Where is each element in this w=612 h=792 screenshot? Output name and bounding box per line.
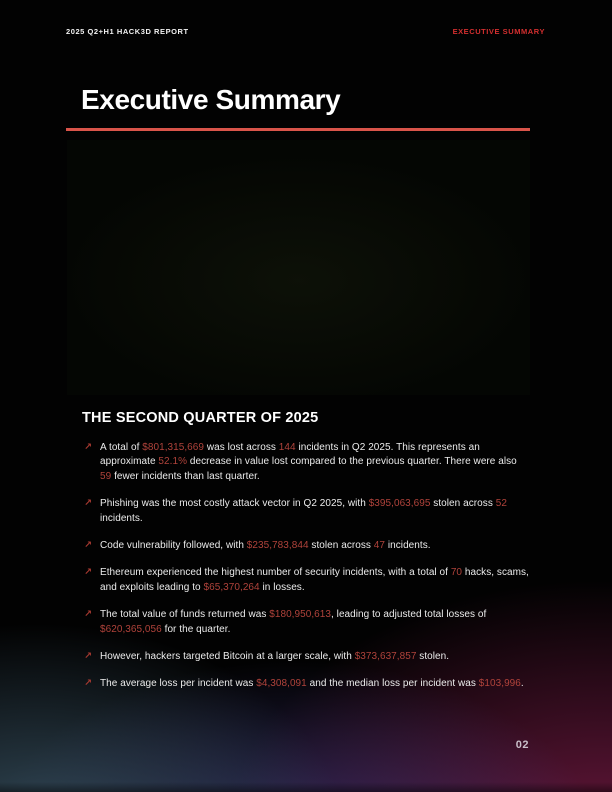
highlighted-value: $65,370,264 <box>203 581 260 593</box>
highlighted-value: 52 <box>495 498 507 510</box>
bullet-text: The total value of funds returned was $180,950,613, leading to adjusted total losses of $620,365,056 for the quarter. <box>100 609 487 635</box>
title-underline-rule <box>66 128 530 131</box>
hero-image <box>67 140 530 395</box>
highlighted-value: $620,365,056 <box>100 623 162 635</box>
arrow-up-right-icon: ↗ <box>84 608 92 620</box>
highlighted-value: $373,637,857 <box>354 651 417 663</box>
highlighted-value: $4,308,091 <box>256 678 307 690</box>
bullet-text: Phishing was the most costly attack vector in Q2 2025, with $395,063,695 stolen across 52 incidents. <box>100 498 507 524</box>
arrow-up-right-icon: ↗ <box>84 441 92 453</box>
page-header <box>66 27 545 36</box>
bullet-text: However, hackers targeted Bitcoin at a larger scale, with $373,637,857 stolen. <box>100 651 450 663</box>
bullet-item <box>84 608 530 637</box>
bullet-text: The average loss per incident was $4,308,091 and the median loss per incident was $103,996. <box>100 678 524 690</box>
bullet-item <box>84 441 530 484</box>
bullet-item <box>84 677 530 691</box>
arrow-up-right-icon: ↗ <box>84 677 92 689</box>
arrow-up-right-icon: ↗ <box>84 539 92 551</box>
bullet-text: A total of $801,315,669 was lost across 144 incidents in Q2 2025. This represents an approximate 52.1% decrease in value lost compared to the previous quarter. There were also 59 fewer incidents than last quarter. <box>100 442 517 482</box>
bullet-item <box>84 650 530 664</box>
highlighted-value: $180,950,613 <box>269 609 332 621</box>
page-title: Executive Summary <box>81 84 341 115</box>
report-name-label: 2025 Q2+H1 HACK3D REPORT <box>66 27 189 36</box>
section-heading: THE SECOND QUARTER OF 2025 <box>82 410 319 426</box>
arrow-up-right-icon: ↗ <box>84 566 92 578</box>
page-number: 02 <box>515 739 529 751</box>
highlighted-value: $395,063,695 <box>368 498 431 510</box>
highlighted-value: 47 <box>373 540 386 552</box>
bullet-text: Code vulnerability followed, with $235,783,844 stolen across 47 incidents. <box>100 540 431 552</box>
section-name-label: EXECUTIVE SUMMARY <box>452 27 545 36</box>
highlighted-value: $235,783,844 <box>246 540 309 552</box>
highlighted-value: 144 <box>278 442 296 453</box>
arrow-up-right-icon: ↗ <box>84 497 92 509</box>
highlighted-value: 70 <box>450 567 463 579</box>
highlighted-value: 52.1% <box>158 456 188 468</box>
arrow-up-right-icon: ↗ <box>84 650 92 662</box>
highlighted-value: 59 <box>100 470 112 482</box>
highlighted-value: $801,315,669 <box>142 442 205 453</box>
bullet-list <box>84 441 530 705</box>
bullet-item <box>84 566 530 595</box>
highlighted-value: $103,996 <box>478 678 521 690</box>
bullet-item <box>84 539 530 553</box>
bullet-text: Ethereum experienced the highest number of security incidents, with a total of 70 hacks, scams, and exploits leading to $65,370,264 in losses. <box>100 567 529 593</box>
bullet-item <box>84 497 530 526</box>
